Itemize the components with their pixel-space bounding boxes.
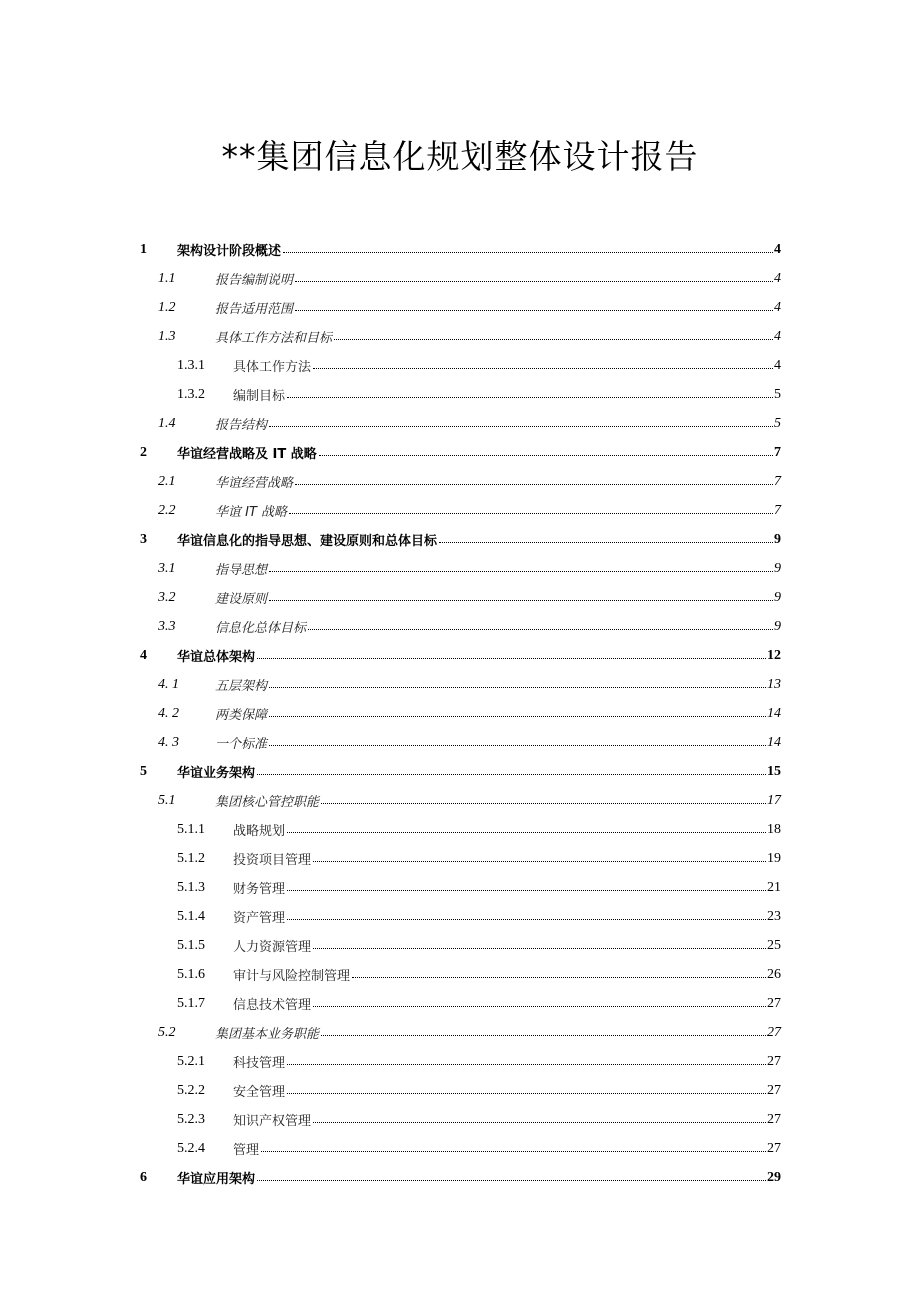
toc-entry-number: 5.2.3: [177, 1111, 205, 1127]
toc-entry-number: 1.1: [158, 270, 176, 286]
toc-entry-page: 25: [767, 937, 781, 953]
toc-entry-title: 投资项目管理: [233, 853, 312, 868]
toc-entry-page: 4: [774, 270, 781, 286]
toc-entry[interactable]: [140, 670, 781, 699]
toc-entry-page: 7: [774, 473, 781, 489]
toc-entry-title: 指导思想: [215, 563, 268, 578]
toc-dot-leader: [439, 541, 773, 543]
toc-entry-number: 5.1.7: [177, 995, 205, 1011]
toc-entry-page: 7: [774, 444, 781, 460]
toc-dot-leader: [269, 570, 773, 572]
toc-entry-number: 5.1.5: [177, 937, 205, 953]
toc-entry[interactable]: [140, 554, 781, 583]
toc-entry-title: 华谊经营战略及 IT 战略: [177, 447, 317, 462]
toc-entry-title: 资产管理: [233, 911, 286, 926]
toc-entry-page: 14: [767, 705, 781, 721]
toc-entry[interactable]: [140, 699, 781, 728]
toc-entry[interactable]: [140, 380, 781, 409]
toc-entry-title: 信息技术管理: [233, 998, 312, 1013]
toc-entry-number: 5.1.2: [177, 850, 205, 866]
toc-entry-title: 报告适用范围: [215, 302, 294, 317]
toc-dot-leader: [313, 947, 766, 949]
toc-dot-leader: [287, 889, 766, 891]
toc-entry-number: 5.1.1: [177, 821, 205, 837]
toc-entry[interactable]: [140, 902, 781, 931]
toc-entry-page: 18: [767, 821, 781, 837]
toc-entry-title: 架构设计阶段概述: [177, 244, 282, 259]
toc-entry-title: 华谊业务架构: [177, 766, 256, 781]
toc-entry-number: 2.2: [158, 502, 176, 518]
toc-entry-number: 1.2: [158, 299, 176, 315]
toc-entry-number: 4. 1: [158, 676, 179, 692]
toc-entry[interactable]: [140, 989, 781, 1018]
toc-entry-title: 华谊总体架构: [177, 650, 256, 665]
toc-entry-page: 27: [767, 1111, 781, 1127]
toc-entry-title: 知识产权管理: [233, 1114, 312, 1129]
toc-dot-leader: [257, 657, 766, 659]
toc-entry[interactable]: [140, 1076, 781, 1105]
toc-entry-page: 29: [767, 1169, 781, 1185]
toc-entry-number: 3: [140, 531, 147, 547]
toc-entry-page: 15: [767, 763, 781, 779]
toc-dot-leader: [283, 251, 773, 253]
toc-entry[interactable]: [140, 438, 781, 467]
toc-entry-title: 管理: [233, 1143, 260, 1158]
toc-dot-leader: [287, 918, 766, 920]
toc-entry-title: 信息化总体目标: [215, 621, 307, 636]
toc-entry-page: 27: [767, 1024, 781, 1040]
toc-entry-number: 3.1: [158, 560, 176, 576]
toc-dot-leader: [289, 512, 773, 514]
toc-entry-title: 华谊 IT 战略: [215, 505, 288, 520]
toc-entry-title: 集团核心管控职能: [215, 795, 320, 810]
toc-entry-page: 9: [774, 589, 781, 605]
toc-dot-leader: [295, 309, 773, 311]
toc-entry-number: 2.1: [158, 473, 176, 489]
toc-entry-number: 5.2.2: [177, 1082, 205, 1098]
toc-entry[interactable]: [140, 815, 781, 844]
toc-dot-leader: [319, 454, 773, 456]
toc-entry[interactable]: [140, 1105, 781, 1134]
document-title: **集团信息化规划整体设计报告: [221, 137, 699, 177]
toc-entry-page: 12: [767, 647, 781, 663]
toc-entry-page: 26: [767, 966, 781, 982]
toc-entry-number: 5.1.4: [177, 908, 205, 924]
toc-entry[interactable]: [140, 612, 781, 641]
toc-dot-leader: [287, 831, 766, 833]
toc-entry-page: 13: [767, 676, 781, 692]
toc-entry-number: 6: [140, 1169, 147, 1185]
toc-entry-number: 3.3: [158, 618, 176, 634]
toc-entry-title: 两类保障: [215, 708, 268, 723]
toc-entry-title: 建设原则: [215, 592, 268, 607]
toc-entry-title: 审计与风险控制管理: [233, 969, 351, 984]
toc-dot-leader: [295, 483, 773, 485]
toc-entry-page: 23: [767, 908, 781, 924]
toc-dot-leader: [269, 425, 773, 427]
toc-entry-page: 4: [774, 241, 781, 257]
toc-entry-number: 4. 3: [158, 734, 179, 750]
toc-entry[interactable]: [140, 293, 781, 322]
toc-entry-number: 4. 2: [158, 705, 179, 721]
toc-dot-leader: [287, 1092, 766, 1094]
toc-entry[interactable]: [140, 1047, 781, 1076]
toc-entry-number: 5.2.1: [177, 1053, 205, 1069]
toc-entry[interactable]: [140, 496, 781, 525]
toc-entry[interactable]: [140, 1134, 781, 1163]
toc-entry-title: 具体工作方法和目标: [215, 331, 333, 346]
toc-dot-leader: [313, 1005, 766, 1007]
toc-entry-title: 人力资源管理: [233, 940, 312, 955]
toc-dot-leader: [321, 802, 766, 804]
toc-entry-title: 报告结构: [215, 418, 268, 433]
toc-entry-title: 报告编制说明: [215, 273, 294, 288]
toc-entry-title: 华谊应用架构: [177, 1172, 256, 1187]
toc-entry-number: 3.2: [158, 589, 176, 605]
toc-dot-leader: [269, 686, 766, 688]
toc-entry[interactable]: [140, 351, 781, 380]
toc-entry-title: 华谊经营战略: [215, 476, 294, 491]
toc-entry[interactable]: [140, 409, 781, 438]
toc-entry-page: 27: [767, 1053, 781, 1069]
toc-entry-title: 财务管理: [233, 882, 286, 897]
toc-entry[interactable]: [140, 1018, 781, 1047]
toc-entry[interactable]: [140, 728, 781, 757]
toc-entry-title: 战略规划: [233, 824, 286, 839]
toc-entry-title: 编制目标: [233, 389, 286, 404]
toc-entry-page: 14: [767, 734, 781, 750]
toc-entry[interactable]: [140, 960, 781, 989]
toc-dot-leader: [269, 715, 766, 717]
toc-entry-number: 1.3.1: [177, 357, 205, 373]
toc-entry-number: 1.3.2: [177, 386, 205, 402]
toc-entry-page: 27: [767, 1082, 781, 1098]
toc-entry-page: 7: [774, 502, 781, 518]
toc-entry[interactable]: [140, 1163, 781, 1192]
toc-entry-page: 27: [767, 995, 781, 1011]
toc-entry-title: 五层架构: [215, 679, 268, 694]
toc-entry-number: 5.2: [158, 1024, 176, 1040]
toc-entry-title: 科技管理: [233, 1056, 286, 1071]
toc-entry-title: 安全管理: [233, 1085, 286, 1100]
toc-entry-page: 4: [774, 328, 781, 344]
toc-dot-leader: [257, 773, 766, 775]
toc-entry[interactable]: [140, 786, 781, 815]
toc-dot-leader: [257, 1179, 766, 1181]
toc-entry-number: 2: [140, 444, 147, 460]
toc-dot-leader: [308, 628, 773, 630]
toc-dot-leader: [269, 599, 773, 601]
toc-entry[interactable]: [140, 757, 781, 786]
toc-entry-title: 华谊信息化的指导思想、建设原则和总体目标: [177, 534, 438, 549]
toc-entry-number: 1: [140, 241, 147, 257]
toc-entry-title: 集团基本业务职能: [215, 1027, 320, 1042]
toc-entry[interactable]: [140, 931, 781, 960]
toc-dot-leader: [313, 367, 773, 369]
toc-dot-leader: [261, 1150, 766, 1152]
toc-dot-leader: [287, 396, 773, 398]
toc-entry[interactable]: [140, 467, 781, 496]
toc-entry-page: 4: [774, 299, 781, 315]
toc-entry-page: 19: [767, 850, 781, 866]
toc-entry[interactable]: [140, 873, 781, 902]
toc-entry-page: 5: [774, 415, 781, 431]
toc-entry-number: 5.1: [158, 792, 176, 808]
table-of-contents: [140, 235, 781, 1192]
toc-dot-leader: [313, 1121, 766, 1123]
toc-entry-number: 5: [140, 763, 147, 779]
toc-entry-number: 5.1.3: [177, 879, 205, 895]
toc-dot-leader: [334, 338, 773, 340]
toc-entry-page: 27: [767, 1140, 781, 1156]
toc-entry[interactable]: [140, 235, 781, 264]
toc-entry-page: 5: [774, 386, 781, 402]
toc-entry-page: 9: [774, 560, 781, 576]
toc-entry-page: 21: [767, 879, 781, 895]
toc-dot-leader: [287, 1063, 766, 1065]
toc-entry[interactable]: [140, 525, 781, 554]
toc-entry-title: 一个标准: [215, 737, 268, 752]
toc-entry-page: 4: [774, 357, 781, 373]
toc-entry[interactable]: [140, 583, 781, 612]
toc-entry-number: 1.3: [158, 328, 176, 344]
toc-entry-number: 1.4: [158, 415, 176, 431]
toc-entry-title: 具体工作方法: [233, 360, 312, 375]
toc-entry-page: 9: [774, 531, 781, 547]
toc-entry[interactable]: [140, 844, 781, 873]
toc-dot-leader: [321, 1034, 766, 1036]
toc-entry-page: 17: [767, 792, 781, 808]
toc-entry[interactable]: [140, 322, 781, 351]
toc-dot-leader: [352, 976, 766, 978]
toc-entry-number: 5.1.6: [177, 966, 205, 982]
toc-entry[interactable]: [140, 264, 781, 293]
toc-dot-leader: [313, 860, 766, 862]
toc-entry-page: 9: [774, 618, 781, 634]
toc-dot-leader: [269, 744, 766, 746]
toc-dot-leader: [295, 280, 773, 282]
toc-entry-number: 4: [140, 647, 147, 663]
toc-entry[interactable]: [140, 641, 781, 670]
toc-entry-number: 5.2.4: [177, 1140, 205, 1156]
